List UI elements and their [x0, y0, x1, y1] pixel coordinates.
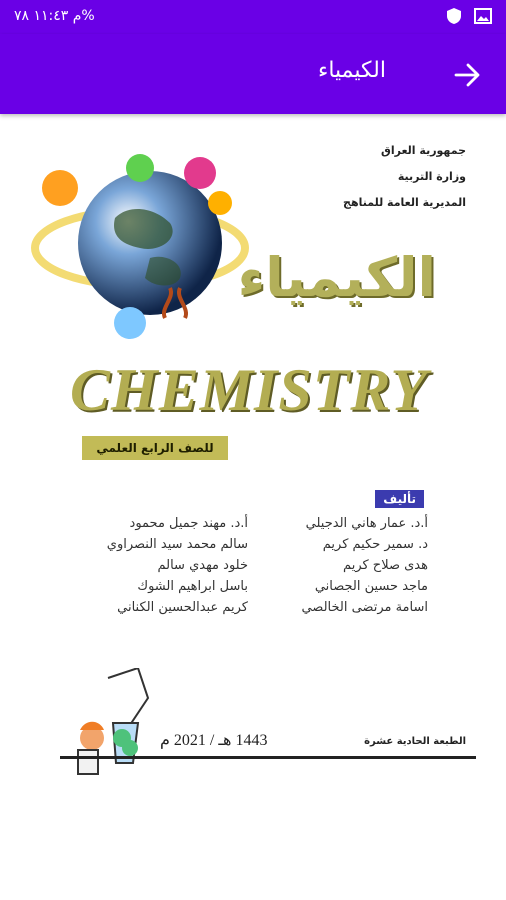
cover-title-arabic: الكيمياء	[237, 246, 436, 309]
authors-label: تأليف	[375, 490, 424, 508]
status-icons	[446, 7, 492, 25]
author-name: اسامة مرتضى الخالصي	[301, 600, 428, 615]
header-line-1: جمهورية العراق	[381, 144, 466, 157]
page-title: الكيمياء	[317, 58, 386, 83]
header-line-2: وزارة التربية	[397, 170, 466, 183]
author-name: كريم عبدالحسين الكناني	[117, 600, 248, 615]
author-name: ماجد حسين الجصاني	[314, 579, 428, 594]
author-name: سالم محمد سيد النصراوي	[106, 537, 248, 552]
header-lines	[343, 138, 466, 216]
shield-icon	[446, 7, 462, 25]
cover-title-english: CHEMISTRY	[70, 357, 429, 423]
status-time: م ١١:٤٣ ٧٨%	[14, 8, 95, 24]
authors-list	[88, 516, 428, 615]
app-bar	[0, 34, 506, 114]
header-line-3: المديرية العامة للمناهج	[343, 196, 466, 209]
status-bar	[0, 0, 506, 34]
scientist-illustration	[68, 668, 158, 778]
author-name: أ.د. مهند جميل محمود	[129, 516, 248, 531]
author-name: باسل ابراهيم الشوك	[137, 579, 248, 594]
book-cover	[30, 128, 476, 778]
author-name: خلود مهدي سالم	[157, 558, 248, 573]
author-name: د. سمير حكيم كريم	[322, 537, 428, 552]
author-name: هدى صلاح كريم	[343, 558, 428, 573]
edition-label: الطبعة الحادية عشرة	[364, 736, 466, 747]
author-name: أ.د. عمار هاني الدجيلي	[305, 516, 428, 531]
grade-label: للصف الرابع العلمي	[82, 436, 228, 460]
arrow-right-icon[interactable]	[452, 60, 482, 90]
globe-illustration	[30, 148, 250, 348]
image-icon	[474, 7, 492, 25]
publication-year: 1443 هـ / 2021 م	[160, 732, 268, 749]
cover-bottom-line	[60, 756, 476, 759]
